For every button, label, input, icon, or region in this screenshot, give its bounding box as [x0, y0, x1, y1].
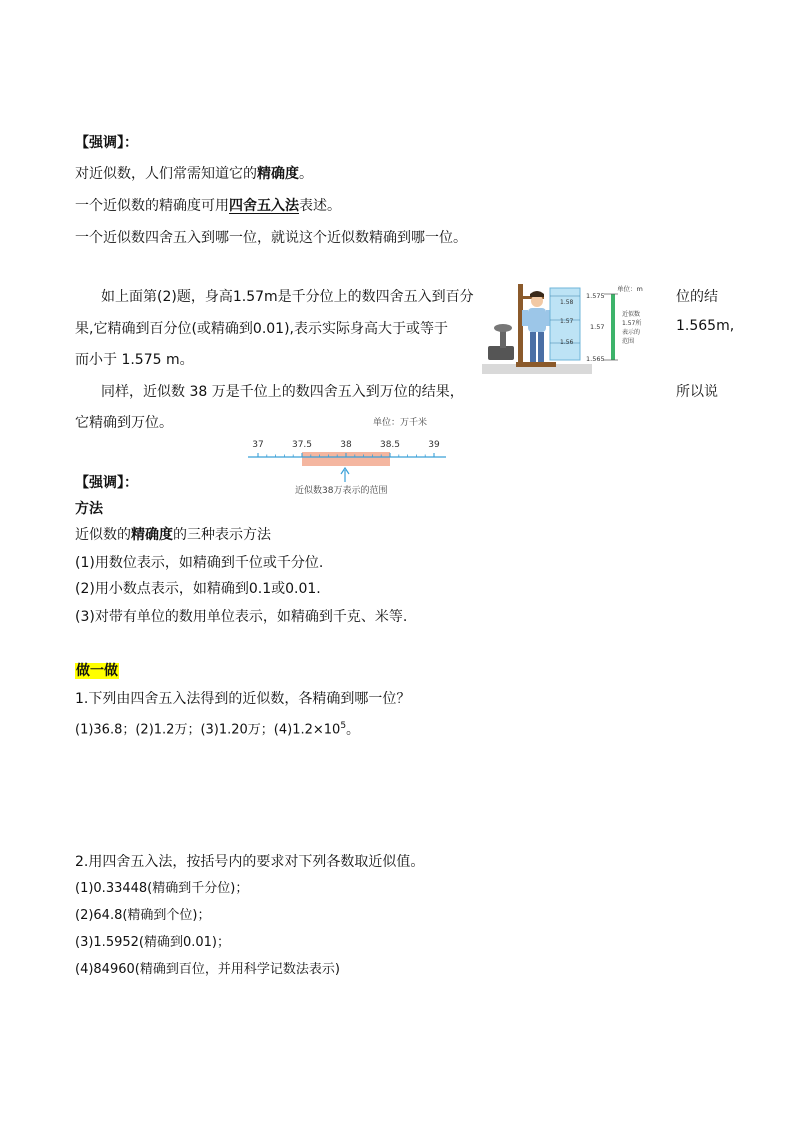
para1-line1: 如上面第(2)题，身高1.57m是千分位上的数四舍五入到百分 — [101, 289, 474, 305]
number-line-unit: 单位：万千米 — [373, 418, 428, 428]
tick-label: 38 — [340, 440, 352, 450]
emphasis-heading-1: 【强调】： — [75, 135, 138, 151]
ruler-label-bottom: 1.56 — [560, 339, 574, 346]
scale-label-bottom: 1.565 — [586, 355, 605, 363]
emphasis-line-2: 一个近似数的精确度可用四舍五入法表述。 — [75, 198, 341, 214]
question-1-items: (1)36.8；(2)1.2万；(3)1.20万；$(4)1.2\times 10^5$。 — [75, 721, 360, 738]
up-arrow-icon — [341, 468, 349, 482]
ruler-label-top: 1.58 — [560, 299, 574, 306]
question-2-item-3: (3)1.5952(精确到0.01)； — [75, 935, 230, 950]
emphasis-line-1: 对近似数，人们常需知道它的精确度。 — [75, 166, 313, 182]
tick-label: 38.5 — [379, 440, 401, 450]
scale-label-mid: 1.57 — [590, 323, 605, 331]
para2-line1-right: 所以说 — [676, 384, 718, 400]
emphasis-heading-2: 【强调】： — [75, 475, 138, 491]
para1-line3: 而小于 1.575 m。 — [75, 352, 194, 368]
height-note-2: 1.57所 — [622, 320, 642, 327]
para1-line1-right: 位的结 — [676, 289, 718, 305]
method-3: (3)对带有单位的数用单位表示，如精确到千克、米等. — [75, 609, 408, 625]
method-intro: 近似数的精确度的三种表示方法 — [75, 527, 271, 543]
question-2-item-4: (4)84960(精确到百位，并用科学记数法表示) — [75, 962, 340, 977]
method-heading: 方法 — [75, 501, 103, 517]
para1-line2: 果,它精确到百分位(或精确到0.01),表示实际身高大于或等于 — [75, 321, 448, 337]
scale-label-top: 1.575 — [586, 292, 605, 300]
question-2-item-1: (1)0.33448(精确到千分位)； — [75, 881, 249, 896]
number-line-caption: 近似数38万表示的范围 — [295, 486, 388, 496]
question-2-item-2: (2)64.8(精确到个位)； — [75, 908, 211, 923]
height-note-4: 范围 — [622, 338, 635, 345]
ruler-label-mid: 1.57 — [560, 318, 574, 325]
method-2: (2)用小数点表示，如精确到0.1或0.01. — [75, 581, 321, 597]
height-unit-label: 单位：m — [617, 285, 643, 293]
tick-label: 37.5 — [291, 440, 313, 450]
emphasis-line-3: 一个近似数四舍五入到哪一位，就说这个近似数精确到哪一位。 — [75, 230, 467, 246]
height-note-3: 表示的 — [622, 329, 641, 336]
method-1: (1)用数位表示，如精确到千位或千分位. — [75, 555, 324, 571]
number-line-figure — [245, 412, 450, 500]
para1-line2-right: 1.565m, — [676, 318, 735, 334]
question-2: 2.用四舍五入法，按括号内的要求对下列各数取近似值。 — [75, 854, 425, 870]
tick-label: 37 — [252, 440, 264, 450]
height-note-1: 近似数 — [622, 311, 641, 318]
question-1: 1.下列由四舍五入法得到的近似数，各精确到哪一位？ — [75, 691, 411, 707]
exercise-title: 做一做 — [76, 663, 118, 679]
height-measure-figure — [482, 280, 657, 375]
para2-line1: 同样，近似数 38 万是千位上的数四舍五入到万位的结果， — [101, 384, 464, 400]
para2-line2: 它精确到万位。 — [75, 415, 173, 431]
tick-label: 39 — [428, 440, 440, 450]
